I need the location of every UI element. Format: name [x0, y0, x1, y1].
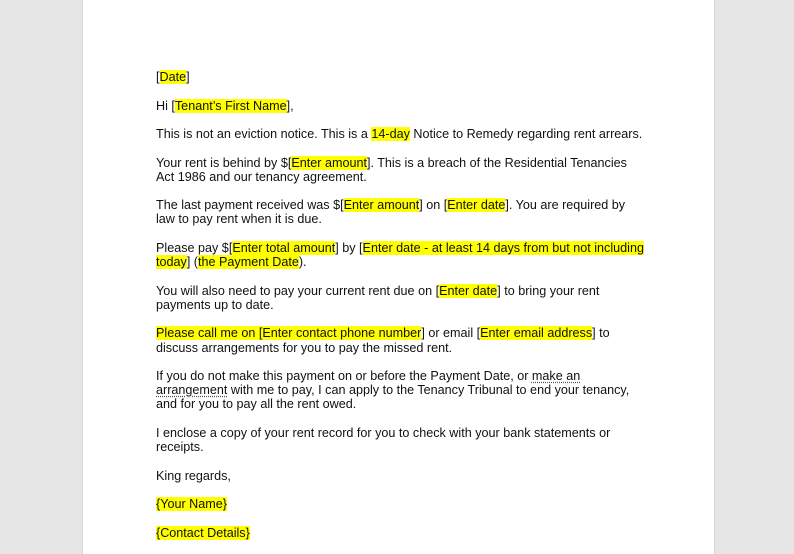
greeting: Hi [Tenant’s First Name],	[156, 98, 294, 113]
grammar-flag: make an	[531, 369, 581, 384]
total-amount-placeholder: Enter total amount	[232, 240, 336, 255]
notice-period: 14-day	[371, 127, 410, 141]
amount-placeholder: Enter amount	[291, 155, 367, 170]
paragraph-line: Your rent is behind by $[Enter amount]. This is a breach of the Residential Tenancies	[156, 155, 627, 170]
date-line: [Date]	[156, 70, 190, 84]
paragraph-line: The last payment received was $[Enter amount] on [Enter date]. You are required by	[156, 198, 626, 213]
paragraph-line: You will also need to pay your current rent due on [Enter date] to bring your rent	[156, 283, 600, 298]
paragraph-line: arrangement with me to pay, I can apply to the Tenancy Tribunal to end your tenancy,	[156, 383, 630, 398]
paragraph-line: Act 1986 and our tenancy agreement.	[156, 169, 367, 184]
paragraph-tribunal	[156, 369, 656, 412]
due-date-placeholder: Enter date - at least 14 days from but not including	[362, 240, 644, 255]
paragraph-notice: This is not an eviction notice. This is a 14-day Notice to Remedy regarding rent arrears.	[156, 127, 643, 141]
contact-details-placeholder: {Contact Details}	[156, 525, 250, 540]
date-placeholder: Enter date	[447, 198, 506, 213]
paragraph-line: Please pay $[Enter total amount] by [Enter date - at least 14 days from but not including	[156, 240, 644, 255]
your-name-placeholder: {Your Name}	[156, 497, 227, 512]
paragraph-line: law to pay rent when it is due.	[156, 212, 322, 227]
paragraph-enclosure	[156, 426, 656, 454]
paragraph-line: discuss arrangements for you to pay the missed rent.	[156, 340, 453, 355]
paragraph-line: and for you to pay all the rent owed.	[156, 397, 357, 412]
phone-placeholder: Please call me on [Enter contact phone number	[156, 326, 422, 341]
signature-contact	[156, 526, 656, 540]
paragraph-line: I enclose a copy of your rent record for you to check with your bank statements or	[156, 425, 611, 440]
paragraph-line: payments up to date.	[156, 297, 274, 312]
paragraph-line: receipts.	[156, 440, 204, 455]
paragraph-line: Please call me on [Enter contact phone number] or email [Enter email address] to	[156, 326, 610, 341]
document-page	[83, 0, 714, 554]
paragraph-line: If you do not make this payment on or before the Payment Date, or make an	[156, 369, 581, 384]
tenant-name-placeholder: Tenant’s First Name	[174, 98, 287, 113]
closing: King regards,	[156, 468, 231, 483]
due-date-placeholder-cont: today	[156, 255, 187, 270]
paragraph-please-pay	[156, 241, 656, 269]
amount-placeholder: Enter amount	[343, 198, 420, 213]
paragraph-line: today] (the Payment Date).	[156, 255, 307, 270]
email-placeholder: Enter email address	[480, 326, 593, 341]
grammar-flag: arrangement	[156, 383, 228, 398]
document-body	[156, 70, 656, 554]
paragraph-last-payment	[156, 198, 656, 226]
paragraph-arrears	[156, 156, 656, 184]
paragraph-contact	[156, 326, 656, 354]
date-placeholder: Enter date	[439, 283, 498, 298]
date-placeholder: Date	[159, 70, 187, 84]
paragraph-current-rent	[156, 284, 656, 312]
signature-name	[156, 497, 656, 511]
payment-date-label: the Payment Date	[198, 255, 299, 270]
